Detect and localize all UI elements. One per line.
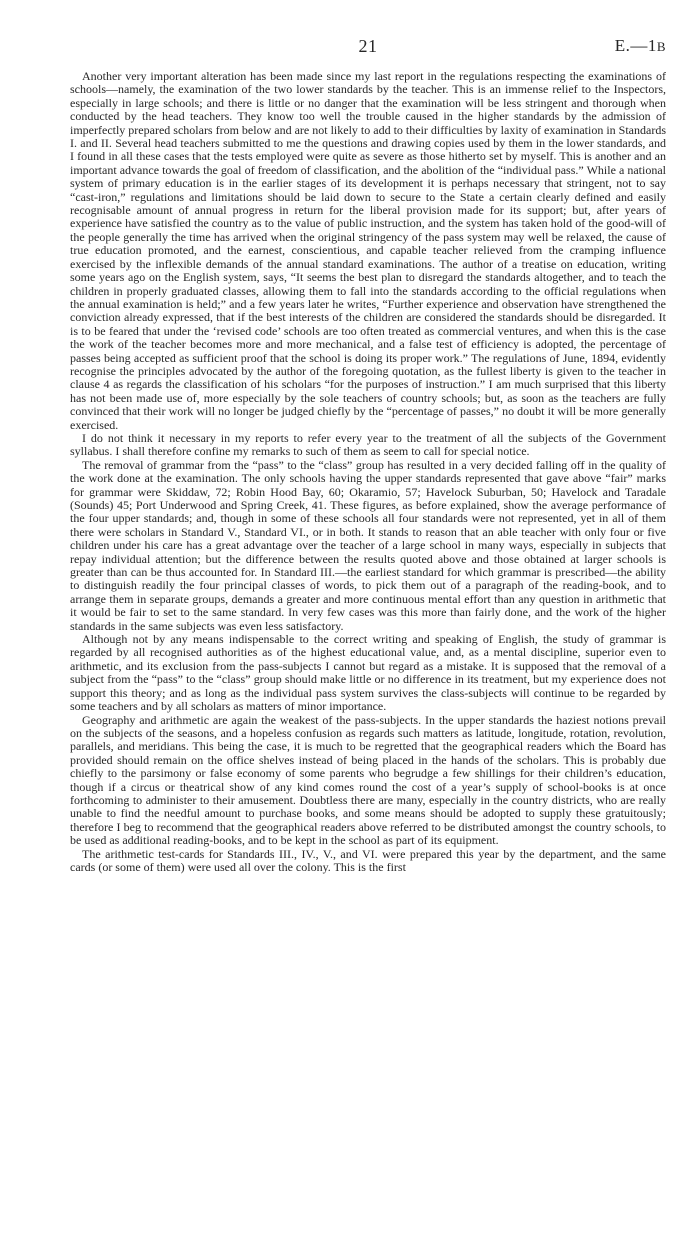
document-reference <box>615 36 666 56</box>
document-reference-suffix: B <box>656 39 666 54</box>
paragraph-examination-regulations: Another very important alteration has been made since my last report in the regulations respecting the examinations of schools—namely, the examination of the two lower standards by the teacher. This is an immense relief to the Inspectors, especially in large schools; and there is little or no danger that the examination will be less stringent and thorough when conducted by the head teachers. They know too well the trouble caused in the higher standards by the admission of imperfectly prepared scholars from below and are not likely to add to their difficulties by laxity of examination in Standards I. and II. Several head teachers submitted to me the questions and drawing copies used by them in the lower standards, and I found in all these cases that the tests employed were quite as severe as those hitherto set by myself. This is another and an important advance towards the goal of freedom of classification, and the abolition of the “individual pass.” While a national system of primary education is in the earlier stages of its development it is perhaps necessary that stringent, not to say “cast-iron,” regulations and limitations should be laid down to secure to the State a certain clearly defined and easily recognisable amount of annual progress in return for the liberal provision made for its support; but, after years of experience have satisfied the country as to the value of public instruction, and the system has taken hold of the good-will of the people generally the time has arrived when the original stringency of the pass system may well be relaxed, the cause of true education promoted, and the earnest, conscientious, and capable teacher relieved from the cramping influence exercised by the inflexible demands of the annual standard examinations. The author of a treatise on education, writing some years ago on the English system, says, “It seems the best plan to disregard the standards altogether, and to teach the children in properly graduated classes, allowing them to fall into the standards according to the official regulations when the annual examination is held;” and a few years later he writes, “Further experience and observation have strengthened the conviction already expressed, that if the best interests of the children are considered the standards should be disregarded. It is to be feared that under the ‘revised code’ schools are too often treated as commercial ventures, and when this is the case the work of the teacher becomes more and more mechanical, and a false test of efficiency is adopted, the percentage of passes being accepted as sufficient proof that the school is doing its proper work.” The regulations of June, 1894, evidently recognise the principles advocated by the author of the foregoing quotation, as the fullest liberty is given to the teacher in clause 4 as regards the classification of his scholars “for the purposes of instruction.” I am much surprised that this liberty has not been made use of, more especially by the sole teachers of country schools; but, as soon as the teachers are fully convinced that their work will no longer be judged chiefly by the “percentage of passes,” no doubt it will be more generally exercised. <box>70 69 666 432</box>
paragraph-grammar-results: The removal of grammar from the “pass” to the “class” group has resulted in a very decided falling off in the quality of the work done at the examination. The only schools having the upper standards represented that gave above “fair” marks for grammar were Skiddaw, 72; Robin Hood Bay, 60; Okaramio, 57; Havelock Suburban, 50; Havelock and Taradale (Sounds) 45; Port Underwood and Spring Creek, 41. These figures, as before explained, show the average performance of the four upper standards; and, though in some of these schools all four standards were not represented, yet in all of them there were scholars in Standard V., Standard VI., or in both. It stands to reason that an able teacher with only four or five children under his care has a great advantage over the teacher of a large school in many ways, especially in subjects that repay individual attention; but the difference between the results quoted above and those obtained at larger schools is greater than can be thus accounted for. In Standard III.—the earliest standard for which grammar is prescribed—the ability to distinguish readily the four principal classes of words, to pick them out of a paragraph of the reading-book, and to arrange them in separate groups, demands a greater and more continuous mental effort than any question in arithmetic that it would be fair to set to the same standard. In very few cases was this more than fairly done, and the work of the higher standards in the same subjects was even less satisfactory. <box>70 457 666 633</box>
page-number: 21 <box>358 36 378 56</box>
paragraph-grammar-value: Although not by any means indispensable to the correct writing and speaking of English, the study of grammar is regarded by all recognised authorities as of the highest educational value, and, as a mental discipline, superior even to arithmetic, and its exclusion from the pass-subjects I cannot but regard as a mistake. It is supposed that the removal of a subject from the “pass” to the “class” group should make little or no difference in its treatment, but my experience does not support this theory; and as long as the individual pass system survives the class-subjects will continue to be regarded by some teachers and by all scholars as matters of minor importance. <box>70 632 666 714</box>
paragraph-syllabus-note: I do not think it necessary in my reports to refer every year to the treatment of all the subjects of the Government syllabus. I shall therefore confine my remarks to such of them as seem to call for special notice. <box>70 430 666 459</box>
paragraph-geography-arithmetic: Geography and arithmetic are again the weakest of the pass-subjects. In the upper standards the haziest notions prevail on the subjects of the seasons, and a hopeless confusion as regards such matters as latitude, longitude, rotation, revolution, parallels, and meridians. This being the case, it is much to be regretted that the geographical readers which the Board has provided should remain on the office shelves instead of being placed in the hands of the scholars. This is probably due chiefly to the parsimony or false economy of some parents who begrudge a few shillings for their children’s education, though if a circus or theatrical show of any kind comes round the cost of a year’s supply of school-books is at once forthcoming to administer to their amusement. Doubtless there are many, especially in the country districts, who are really unable to find the needful amount to purchase books, and some means should be adopted to supply these gratuitously; therefore I beg to recommend that the geographical readers above referred to be distributed amongst the country schools, to be used as additional reading-books, and to be kept in the school as part of its equipment. <box>70 712 666 848</box>
page-header <box>70 36 666 64</box>
paragraph-test-cards: The arithmetic test-cards for Standards III., IV., V., and VI. were prepared this year by the department, and the same cards (or some of them) were used all over the colony. This is the first <box>70 846 666 874</box>
document-reference-main: E.—1 <box>614 36 657 55</box>
body-text <box>70 70 666 874</box>
document-page <box>70 36 666 874</box>
